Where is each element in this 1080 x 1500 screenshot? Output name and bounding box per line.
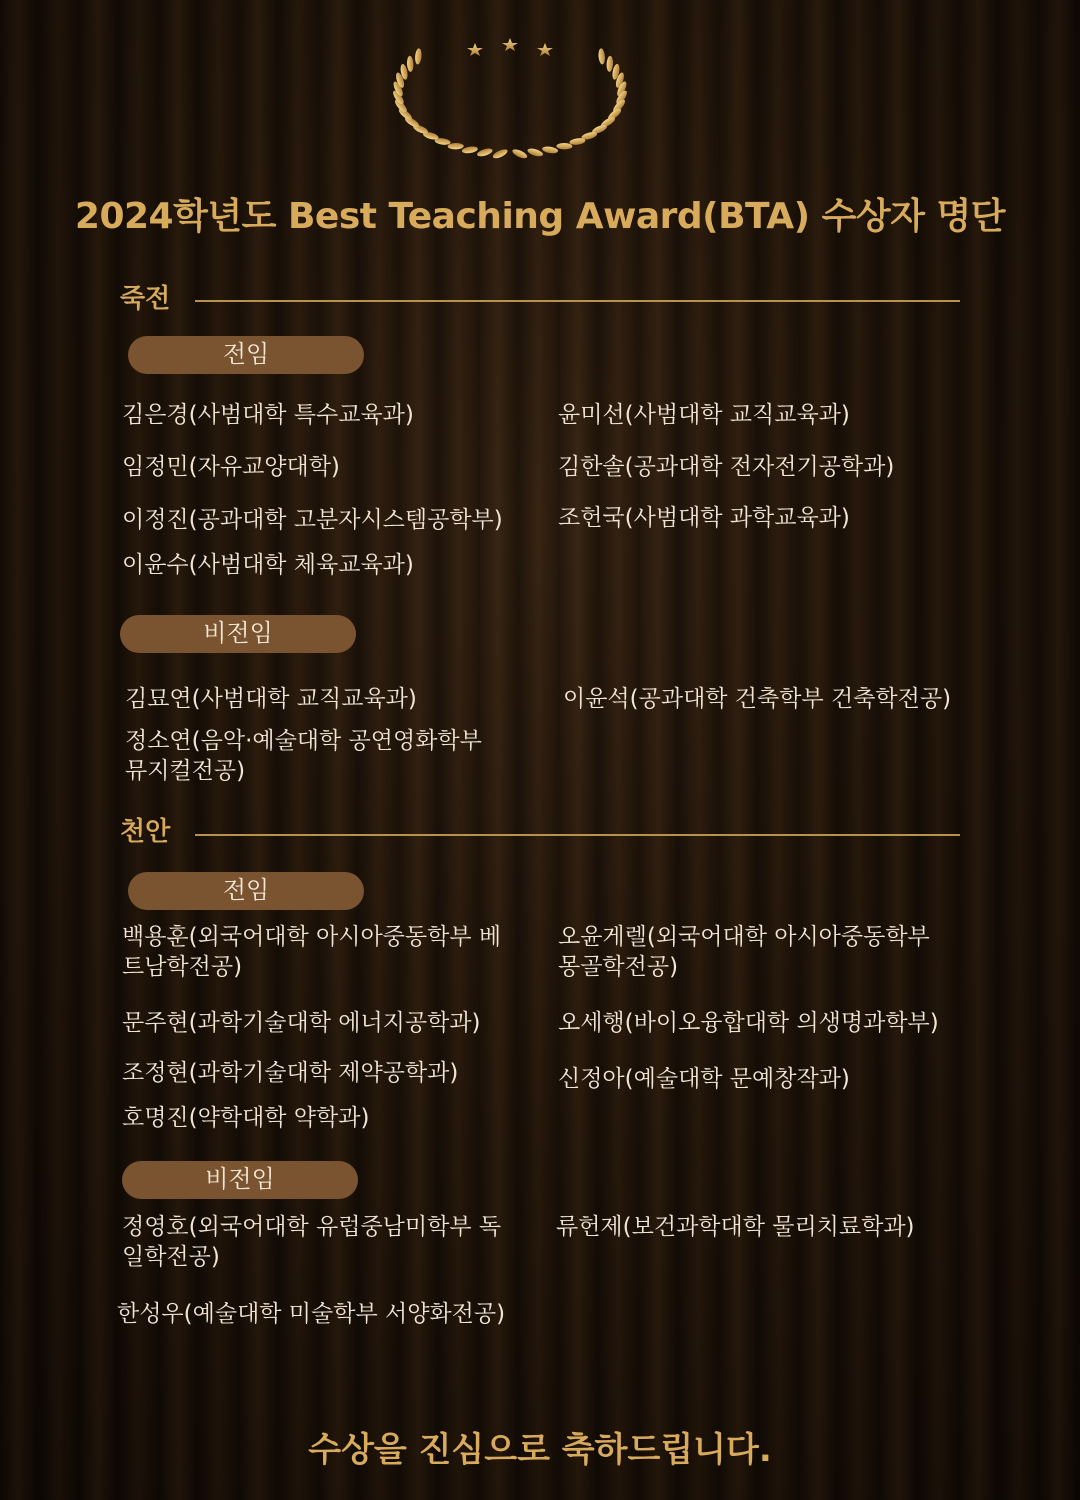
section-divider (195, 834, 960, 836)
awardee-name: 호명진(약학대학 약학과) (122, 1105, 370, 1131)
awardee-name: 신정아(예술대학 문예창작과) (558, 1066, 850, 1092)
laurel-leaf (542, 145, 559, 154)
laurel-wreath-icon (380, 30, 640, 170)
awardee-name: 문주현(과학기술대학 에너지공학과) (122, 1010, 481, 1036)
laurel-leaf (556, 143, 572, 150)
category-pill-parttime: 비전임 (122, 1161, 358, 1199)
laurel-leaf (448, 143, 464, 150)
laurel-leaf (407, 56, 414, 72)
awardee-name-continued: 일학전공) (122, 1244, 220, 1270)
awardee-name: 이정진(공과대학 고분자시스템공학부) (122, 507, 503, 533)
page-title: 2024학년도 Best Teaching Award(BTA) 수상자 명단 (74, 196, 1006, 237)
awardee-name-continued: 트남학전공) (122, 954, 243, 980)
laurel-leaf (414, 48, 422, 64)
awardee-name: 이윤석(공과대학 건축학부 건축학전공) (563, 686, 952, 712)
laurel-leaf (476, 147, 493, 158)
laurel-leaf (461, 145, 478, 154)
section-divider (195, 300, 960, 302)
awardee-name: 김은경(사범대학 특수교육과) (122, 402, 414, 428)
laurel-leaf (598, 48, 606, 64)
laurel-leaf (492, 148, 509, 161)
awardee-name: 김한솔(공과대학 전자전기공학과) (558, 454, 895, 480)
campus-heading-jukjeon: 죽전 (120, 284, 171, 314)
awardee-name-continued: 뮤지컬전공) (125, 758, 246, 784)
awardee-name: 백용훈(외국어대학 아시아중동학부 베 (122, 924, 502, 950)
awardee-name: 한성우(예술대학 미술학부 서양화전공) (117, 1301, 506, 1327)
awardee-name: 윤미선(사범대학 교직교육과) (558, 402, 850, 428)
awardee-name: 김묘연(사범대학 교직교육과) (125, 686, 417, 712)
closing-message: 수상을 진심으로 축하드립니다. (308, 1430, 772, 1470)
laurel-leaves-icon (391, 48, 629, 160)
awardee-name: 조헌국(사범대학 과학교육과) (558, 505, 850, 531)
awardee-name: 정영호(외국어대학 유럽중남미학부 독 (122, 1214, 502, 1240)
laurel-leaf (606, 56, 613, 72)
category-pill-fulltime: 전임 (128, 872, 364, 910)
category-pill-parttime: 비전임 (120, 615, 356, 653)
awardee-name: 오윤게렐(외국어대학 아시아중동학부 (558, 924, 930, 950)
awardee-name: 류헌제(보건과학대학 물리치료학과) (556, 1214, 915, 1240)
awardee-name: 임정민(자유교양대학) (122, 454, 340, 480)
awardee-name: 이윤수(사범대학 체육교육과) (122, 552, 414, 578)
star-icon (467, 38, 553, 56)
awardee-name-continued: 몽골학전공) (558, 954, 679, 980)
category-pill-fulltime: 전임 (128, 336, 364, 374)
awardee-name: 정소연(음악·예술대학 공연영화학부 (125, 728, 482, 754)
laurel-leaf (527, 147, 544, 158)
laurel-leaf (511, 148, 528, 161)
awardee-name: 오세행(바이오융합대학 의생명과학부) (558, 1010, 939, 1036)
campus-heading-cheonan: 천안 (120, 817, 171, 847)
awardee-name: 조정현(과학기술대학 제약공학과) (122, 1060, 459, 1086)
